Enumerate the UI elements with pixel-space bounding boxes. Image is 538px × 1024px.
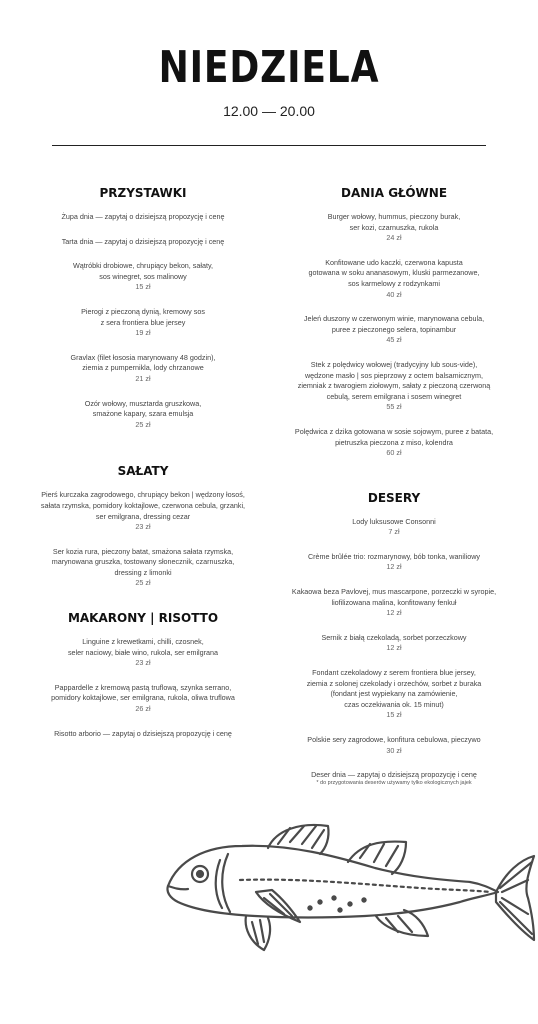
menu-item-description: Lody luksusowe Consonni <box>352 516 436 526</box>
right-column <box>278 186 510 797</box>
menu-item-price: 55 zł <box>386 402 402 412</box>
menu-item <box>278 587 510 619</box>
section-title: PRZYSTAWKI <box>99 186 187 200</box>
section-desery <box>278 491 510 781</box>
menu-item <box>278 633 510 654</box>
menu-item-price: 19 zł <box>135 328 151 338</box>
menu-item-description: ser kozi, czarnuszka, rukola <box>349 222 439 232</box>
menu-item-description: seler naciowy, białe wino, rukola, ser emilgrana <box>67 647 219 657</box>
menu-item <box>27 237 259 248</box>
menu-item-description: Crème brûlée trio: rozmarynowy, bób tonka, waniliowy <box>307 551 481 561</box>
menu-item <box>278 314 510 346</box>
section-salaty <box>27 464 259 589</box>
page-title: NIEDZIELA <box>158 42 380 93</box>
menu-item-price: 12 zł <box>386 608 402 618</box>
menu-item-description: sos winegret, sos malinowy <box>99 271 187 281</box>
menu-item-price: 25 zł <box>135 419 151 429</box>
menu-item-description: Stek z polędwicy wołowej (tradycyjny lub sous-vide), <box>310 359 478 369</box>
menu-item-description: ser emilgrana, dressing cezar <box>95 511 191 521</box>
menu-item-description: ziemia z solonej czekolady i orzechów, sorbet z buraka <box>306 678 482 688</box>
menu-item-description: Pierogi z pieczoną dynią, kremowy sos <box>81 306 205 316</box>
section-title: DESERY <box>367 490 421 505</box>
menu-item-description: z sera frontiera blue jersey <box>100 317 186 327</box>
menu-item-description: Polskie sery zagrodowe, konfitura cebulowa, pieczywo <box>307 735 481 744</box>
menu-item <box>278 427 510 459</box>
menu-item-description: puree z pieczonego selera, topinambur <box>331 324 457 334</box>
menu-item <box>27 490 259 532</box>
menu-item-description: Konfitowane udo kaczki, czerwona kapusta <box>325 257 463 267</box>
menu-item <box>27 212 259 223</box>
menu-item <box>27 399 259 431</box>
menu-item <box>278 735 510 756</box>
menu-item-description: Linguine z krewetkami, chilli, czosnek, <box>82 637 204 647</box>
menu-item-description: dressing z limonki <box>114 567 172 577</box>
menu-item <box>27 547 259 589</box>
menu-item <box>27 307 259 339</box>
menu-item-description: Pappardelle z kremową pastą truflową, szynka serrano, <box>54 682 232 692</box>
menu-item-description: Fondant czekoladowy z serem frontiera blue jersey, <box>312 668 476 678</box>
menu-item-description: pomidory koktajlowe, ser emilgrana, rukola, oliwa truflowa <box>51 693 235 703</box>
menu-item-description: Burger wołowy, hummus, pieczony burak, <box>327 212 461 221</box>
menu-item-description: Polędwica z dzika gotowana w sosie sojowym, puree z batata, <box>294 426 494 436</box>
menu-item <box>278 258 510 300</box>
menu-item-description: cebulą, serem emilgrana i sosem winegret <box>326 391 462 401</box>
menu-item-description: Kakaowa beza Pavlovej, mus mascarpone, porzeczki w syropie, <box>291 587 497 597</box>
menu-item-description: Sernik z białą czekoladą, sorbet porzeczkowy <box>321 632 467 642</box>
menu-item-price: 23 zł <box>135 522 151 532</box>
menu-item <box>278 517 510 538</box>
menu-item-description: Jeleń duszony w czerwonym winie, marynowana cebula, <box>303 314 485 324</box>
menu-item-price: 21 zł <box>135 373 151 383</box>
menu-item-description: sałata rzymska, pomidory koktajlowe, czerwona cebula, grzanki, <box>40 500 246 510</box>
menu-item <box>27 353 259 385</box>
menu-item-price: 30 zł <box>386 745 402 755</box>
section-makarony <box>27 611 259 739</box>
left-column <box>27 186 259 755</box>
menu-item-price: 26 zł <box>135 704 151 714</box>
menu-item-price: 12 zł <box>386 643 402 653</box>
menu-item <box>27 261 259 293</box>
section-przystawki <box>27 186 259 430</box>
menu-item-price: 23 zł <box>135 658 151 668</box>
menu-item-description: (fondant jest wypiekany na zamówienie, <box>330 689 458 699</box>
menu-item-price: 7 zł <box>388 527 400 537</box>
menu-item-description: liofilizowana malina, konfitowany fenkuł <box>331 597 457 607</box>
menu-item <box>278 360 510 413</box>
menu-item-description: ziemia z pumpernikla, lody chrzanowe <box>82 363 204 373</box>
menu-item-price: 60 zł <box>386 448 402 458</box>
menu-item-price: 15 zł <box>386 710 402 720</box>
menu-item-description: Wątróbki drobiowe, chrupiący bekon, sałaty, <box>72 261 214 271</box>
opening-hours: 12.00 — 20.00 <box>223 103 315 119</box>
menu-item <box>278 552 510 573</box>
menu-item-description: Deser dnia — zapytaj o dzisiejszą propozycję i cenę <box>311 770 477 780</box>
menu-item-description: wędzone masło | sos pieprzowy z octem balsamicznym, <box>304 370 484 380</box>
menu-item-description: ziemniak z twarogiem ziołowym, sałaty z pieczoną czerwoną <box>297 381 491 391</box>
section-dania-glowne <box>278 186 510 459</box>
menu-item <box>27 637 259 669</box>
menu-item-description: sos karmelowy z rodzynkami <box>348 278 440 288</box>
menu-item-price: 25 zł <box>135 578 151 588</box>
menu-item <box>27 683 259 715</box>
menu-item-description: gotowana w soku ananasowym, kluski parmezanowe, <box>308 268 480 278</box>
menu-item-price: 40 zł <box>386 289 402 299</box>
menu-item <box>278 212 510 244</box>
menu-item-description: pietruszka pieczona z miso, kolendra <box>335 437 453 447</box>
menu-item-description: Ozór wołowy, musztarda gruszkowa, <box>84 398 202 408</box>
section-title: SAŁATY <box>117 464 169 479</box>
footnote: * do przygotowania deserów używamy tylko ekologicznych jajek <box>316 780 472 786</box>
menu-item-description: smażone kapary, szara emulsja <box>92 409 194 419</box>
menu-item-description: Żupa dnia — zapytaj o dzisiejszą propozycję i cenę <box>61 212 225 221</box>
menu-item-price: 45 zł <box>386 335 402 345</box>
menu-item <box>278 668 510 721</box>
menu-item-description: Risotto arborio — zapytaj o dzisiejszą propozycję i cenę <box>54 728 232 738</box>
menu-item-description: Ser kozia rura, pieczony batat, smażona sałata rzymska, <box>52 546 234 556</box>
menu-item-description: czas oczekiwania ok. 15 minut) <box>344 699 444 709</box>
section-title: DANIA GŁÓWNE <box>340 186 448 200</box>
divider <box>52 145 486 146</box>
fish-illustration-icon <box>160 818 538 958</box>
menu-item-description: Tarta dnia — zapytaj o dzisiejszą propozycję i cenę <box>61 236 225 246</box>
section-title: MAKARONY | RISOTTO <box>67 611 219 626</box>
menu-item-price: 12 zł <box>386 562 402 572</box>
menu-item <box>27 729 259 740</box>
menu-item-description: Gravlax (filet łososia marynowany 48 godzin), <box>70 352 216 362</box>
menu-item-description: marynowana gruszka, tostowany słonecznik, czarnuszka, <box>51 557 235 567</box>
menu-item-price: 24 zł <box>386 233 402 243</box>
menu-item-price: 15 zł <box>135 282 151 292</box>
menu-item-description: Pierś kurczaka zagrodowego, chrupiący bekon | wędzony łosoś, <box>41 490 245 500</box>
